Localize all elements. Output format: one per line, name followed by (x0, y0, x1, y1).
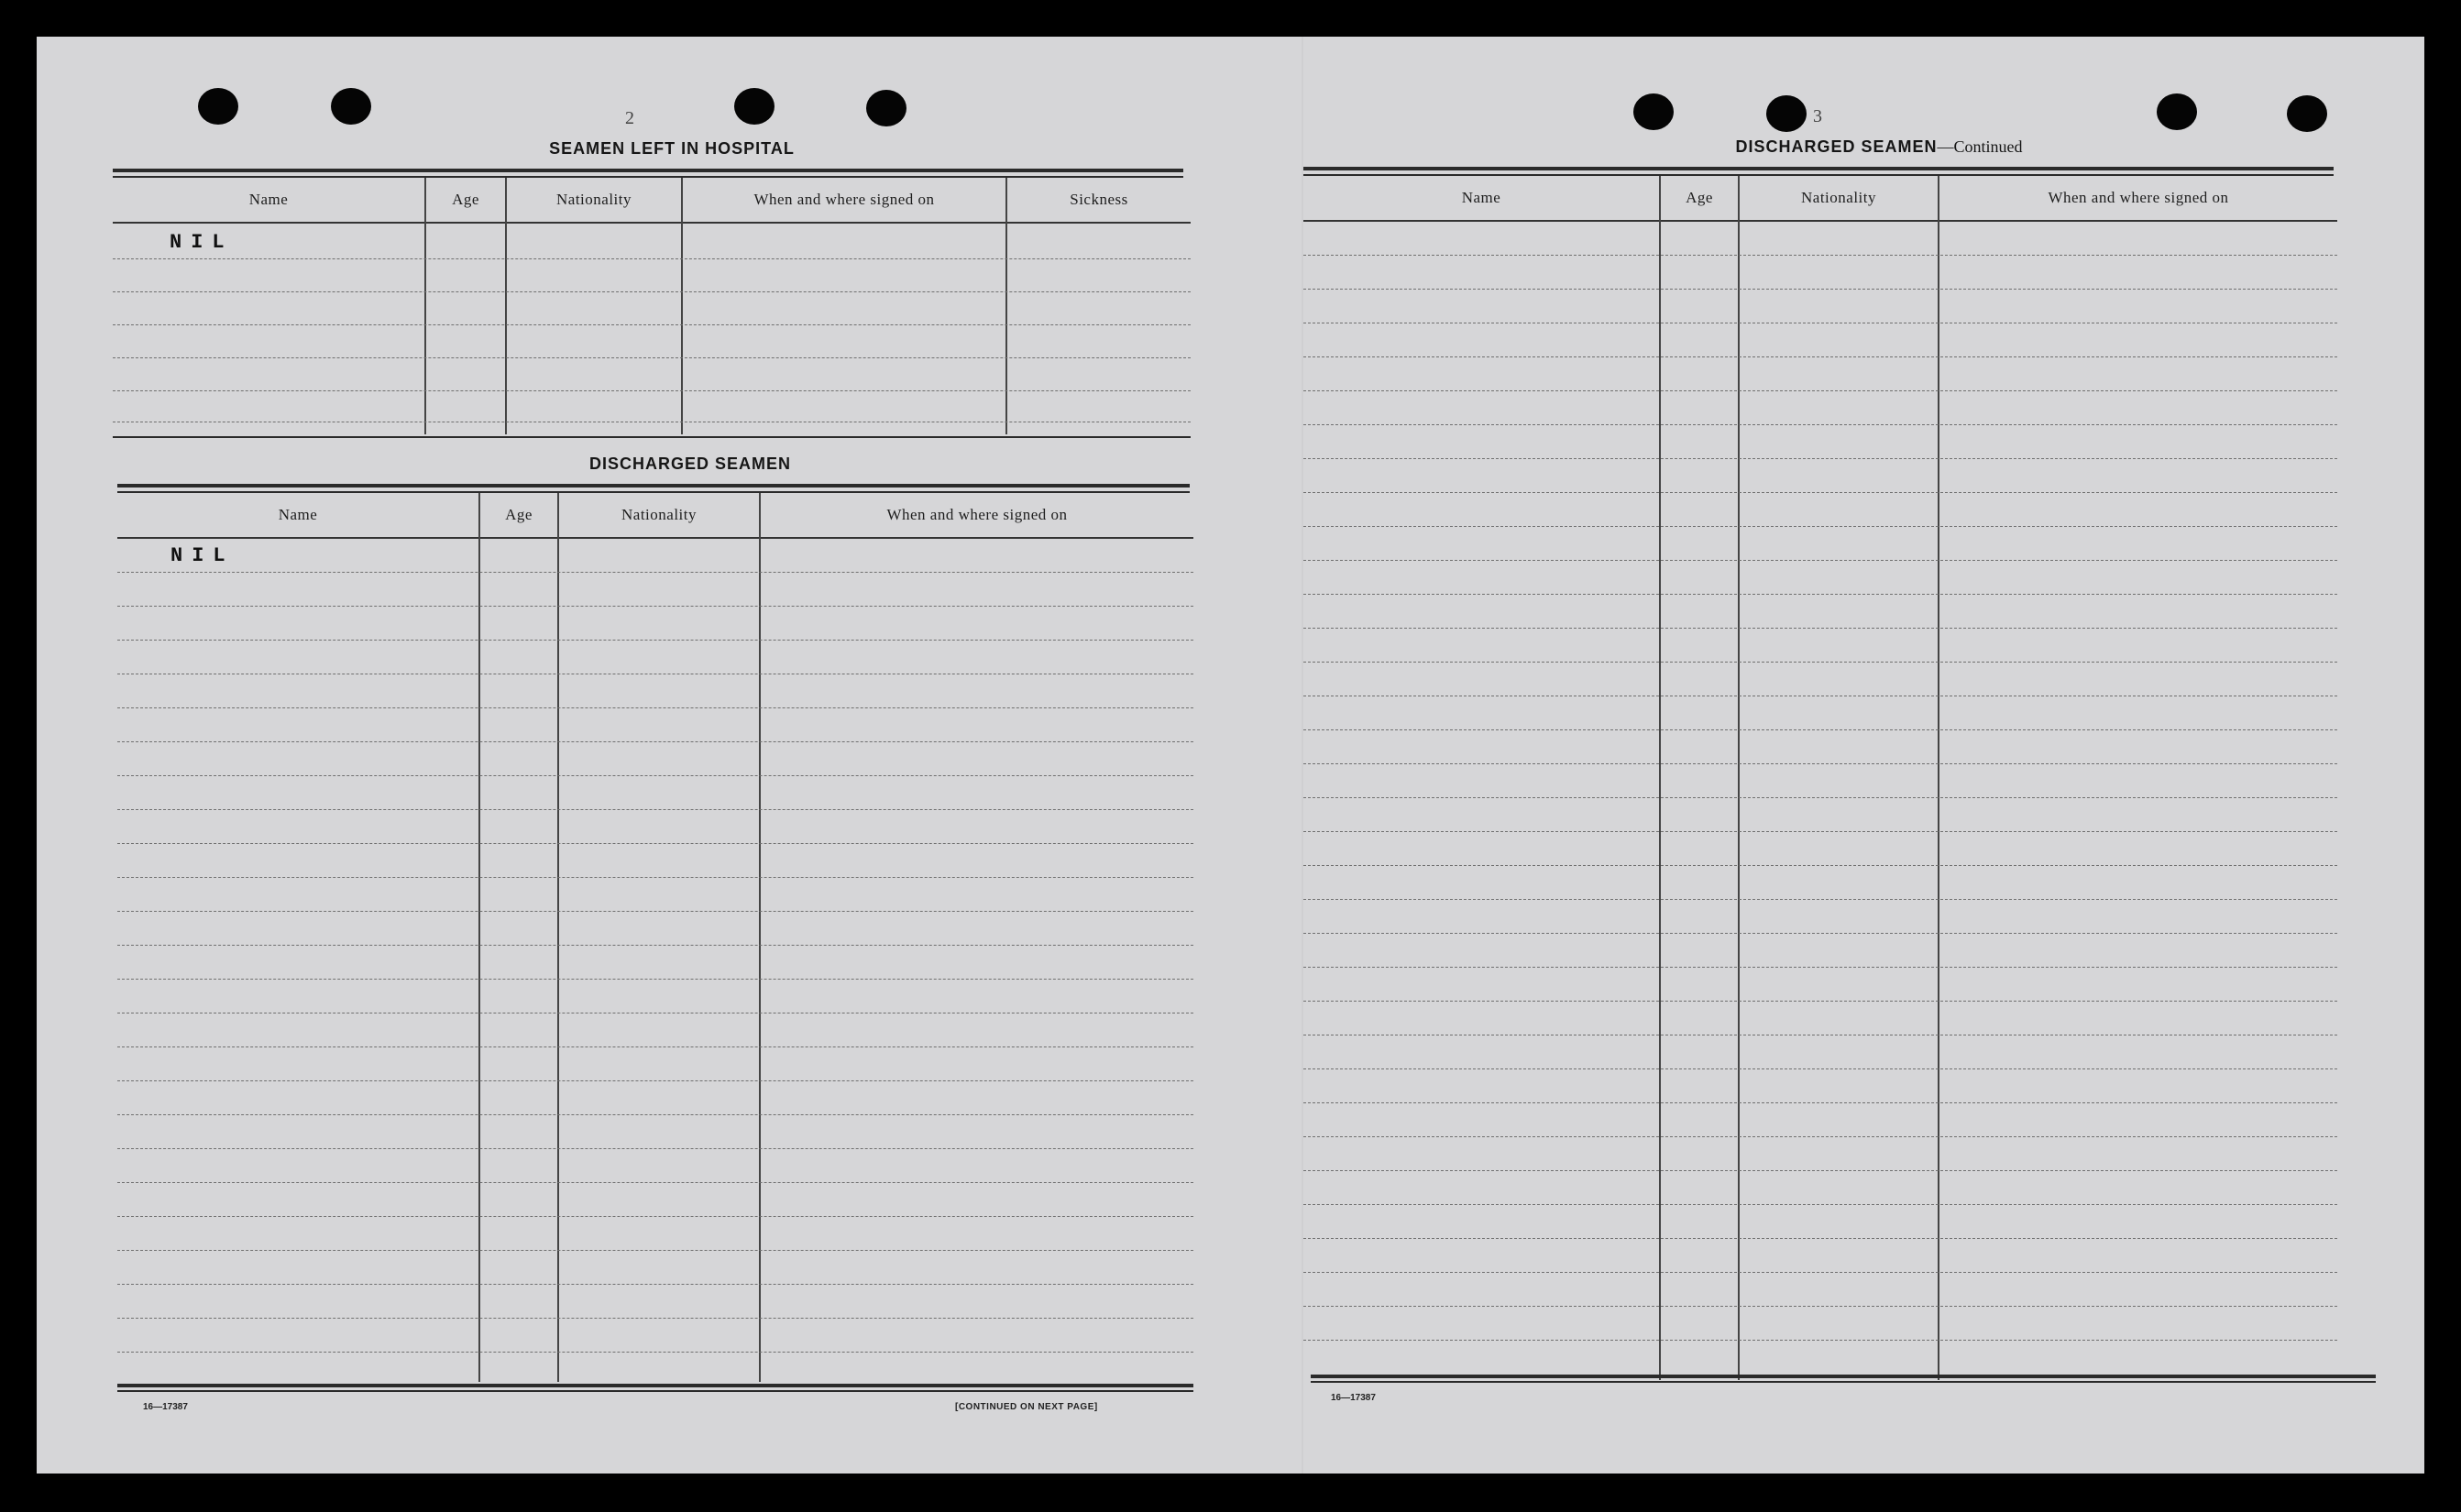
name-entry: NIL (170, 231, 234, 254)
table-row (1303, 1204, 2337, 1205)
table-row (117, 741, 1193, 742)
column-divider (1005, 178, 1007, 434)
col-header-nationality: Nationality (556, 191, 632, 208)
column-divider (478, 493, 480, 1382)
form-number-left: 16—17387 (143, 1402, 188, 1412)
table-row (117, 1250, 1193, 1251)
table-row (1303, 1136, 2337, 1137)
rule (1303, 167, 2334, 170)
rule (113, 436, 1191, 438)
table-row (117, 640, 1193, 641)
table-row (1303, 255, 2337, 256)
col-header-sickness: Sickness (1070, 191, 1128, 208)
col-header-name: Name (248, 191, 289, 208)
punch-hole (198, 88, 238, 125)
table-row (113, 291, 1191, 292)
table-row (117, 1182, 1193, 1183)
col-header-name: Name (278, 506, 318, 523)
table-row (1303, 424, 2337, 425)
table-header (1303, 176, 2337, 222)
table-row (1303, 356, 2337, 357)
col-header-name: Name (1461, 189, 1501, 206)
table-row (1303, 1340, 2337, 1341)
table-row (1303, 1170, 2337, 1171)
column-divider (424, 178, 426, 434)
table-row (113, 357, 1191, 358)
table-row (1303, 492, 2337, 493)
table-row (1303, 458, 2337, 459)
col-header-signed-on: When and where signed on (753, 191, 935, 208)
table-row (1303, 865, 2337, 866)
table-row (117, 1046, 1193, 1047)
punch-hole (734, 88, 775, 125)
table-row (117, 945, 1193, 946)
discharged-table (117, 493, 1193, 1382)
section-title-text: DISCHARGED SEAMEN (1735, 137, 1938, 156)
column-divider (681, 178, 683, 434)
table-row (1303, 1001, 2337, 1002)
rule (117, 1384, 1193, 1387)
table-row (117, 1080, 1193, 1081)
table-row (117, 979, 1193, 980)
table-row (1303, 1306, 2337, 1307)
table-row (117, 1318, 1193, 1319)
column-divider (557, 493, 559, 1382)
name-entry: NIL (170, 544, 235, 567)
table-row (1303, 1068, 2337, 1069)
table-row (1303, 594, 2337, 595)
table-row (1303, 628, 2337, 629)
section-title-discharged-continued (1540, 137, 2218, 157)
table-row (1303, 967, 2337, 968)
table-row (1303, 831, 2337, 832)
table-row (1303, 899, 2337, 900)
table-row (113, 324, 1191, 325)
column-divider (759, 493, 761, 1382)
table-row (113, 390, 1191, 391)
table-row (1303, 390, 2337, 391)
table-row (117, 1114, 1193, 1115)
section-title-discharged: DISCHARGED SEAMEN (588, 455, 792, 473)
table-row (1303, 797, 2337, 798)
hospital-table (113, 178, 1191, 434)
column-divider (505, 178, 507, 434)
table-row (1303, 729, 2337, 730)
rule (1311, 1381, 2376, 1383)
form-number-right: 16—17387 (1331, 1393, 1376, 1403)
table-row (1303, 289, 2337, 290)
page-number-left: 2 (625, 108, 634, 128)
document-sheet (37, 37, 2424, 1474)
table-row (117, 606, 1193, 607)
table-row (117, 1148, 1193, 1149)
table-row (1303, 763, 2337, 764)
table-row (117, 843, 1193, 844)
rule (117, 1390, 1193, 1392)
punch-hole (1633, 93, 1674, 130)
table-row (117, 707, 1193, 708)
section-title-suffix: —Continued (1937, 137, 2023, 156)
table-row (117, 809, 1193, 810)
table-row (1303, 933, 2337, 934)
table-row (117, 1216, 1193, 1217)
page-number-right: 3 (1813, 106, 1822, 126)
table-row (1303, 1272, 2337, 1273)
table-row (1303, 1102, 2337, 1103)
col-header-age: Age (1686, 189, 1713, 206)
table-row (1303, 1238, 2337, 1239)
table-header (117, 493, 1193, 539)
table-row (117, 877, 1193, 878)
section-title-hospital: SEAMEN LEFT IN HOSPITAL (549, 139, 795, 158)
rule (117, 484, 1190, 488)
punch-hole (866, 90, 906, 126)
col-header-age: Age (505, 506, 533, 523)
table-row (117, 1284, 1193, 1285)
continued-note: [CONTINUED ON NEXT PAGE] (955, 1402, 1098, 1412)
table-row (117, 775, 1193, 776)
table-row (1303, 560, 2337, 561)
col-header-signed-on: When and where signed on (2048, 189, 2229, 206)
punch-hole (331, 88, 371, 125)
table-row (117, 572, 1193, 573)
table-row (117, 1352, 1193, 1353)
col-header-nationality: Nationality (1801, 189, 1876, 206)
table-row (117, 911, 1193, 912)
col-header-nationality: Nationality (621, 506, 697, 523)
col-header-signed-on: When and where signed on (886, 506, 1068, 523)
rule (113, 169, 1183, 172)
punch-hole (2287, 95, 2327, 132)
table-row (113, 258, 1191, 259)
rule (1311, 1375, 2376, 1378)
table-row (1303, 662, 2337, 663)
col-header-age: Age (452, 191, 479, 208)
table-header (113, 178, 1191, 224)
table-row (1303, 526, 2337, 527)
punch-hole (2157, 93, 2197, 130)
punch-hole (1766, 95, 1807, 132)
discharged-continued-table (1303, 176, 2337, 1380)
